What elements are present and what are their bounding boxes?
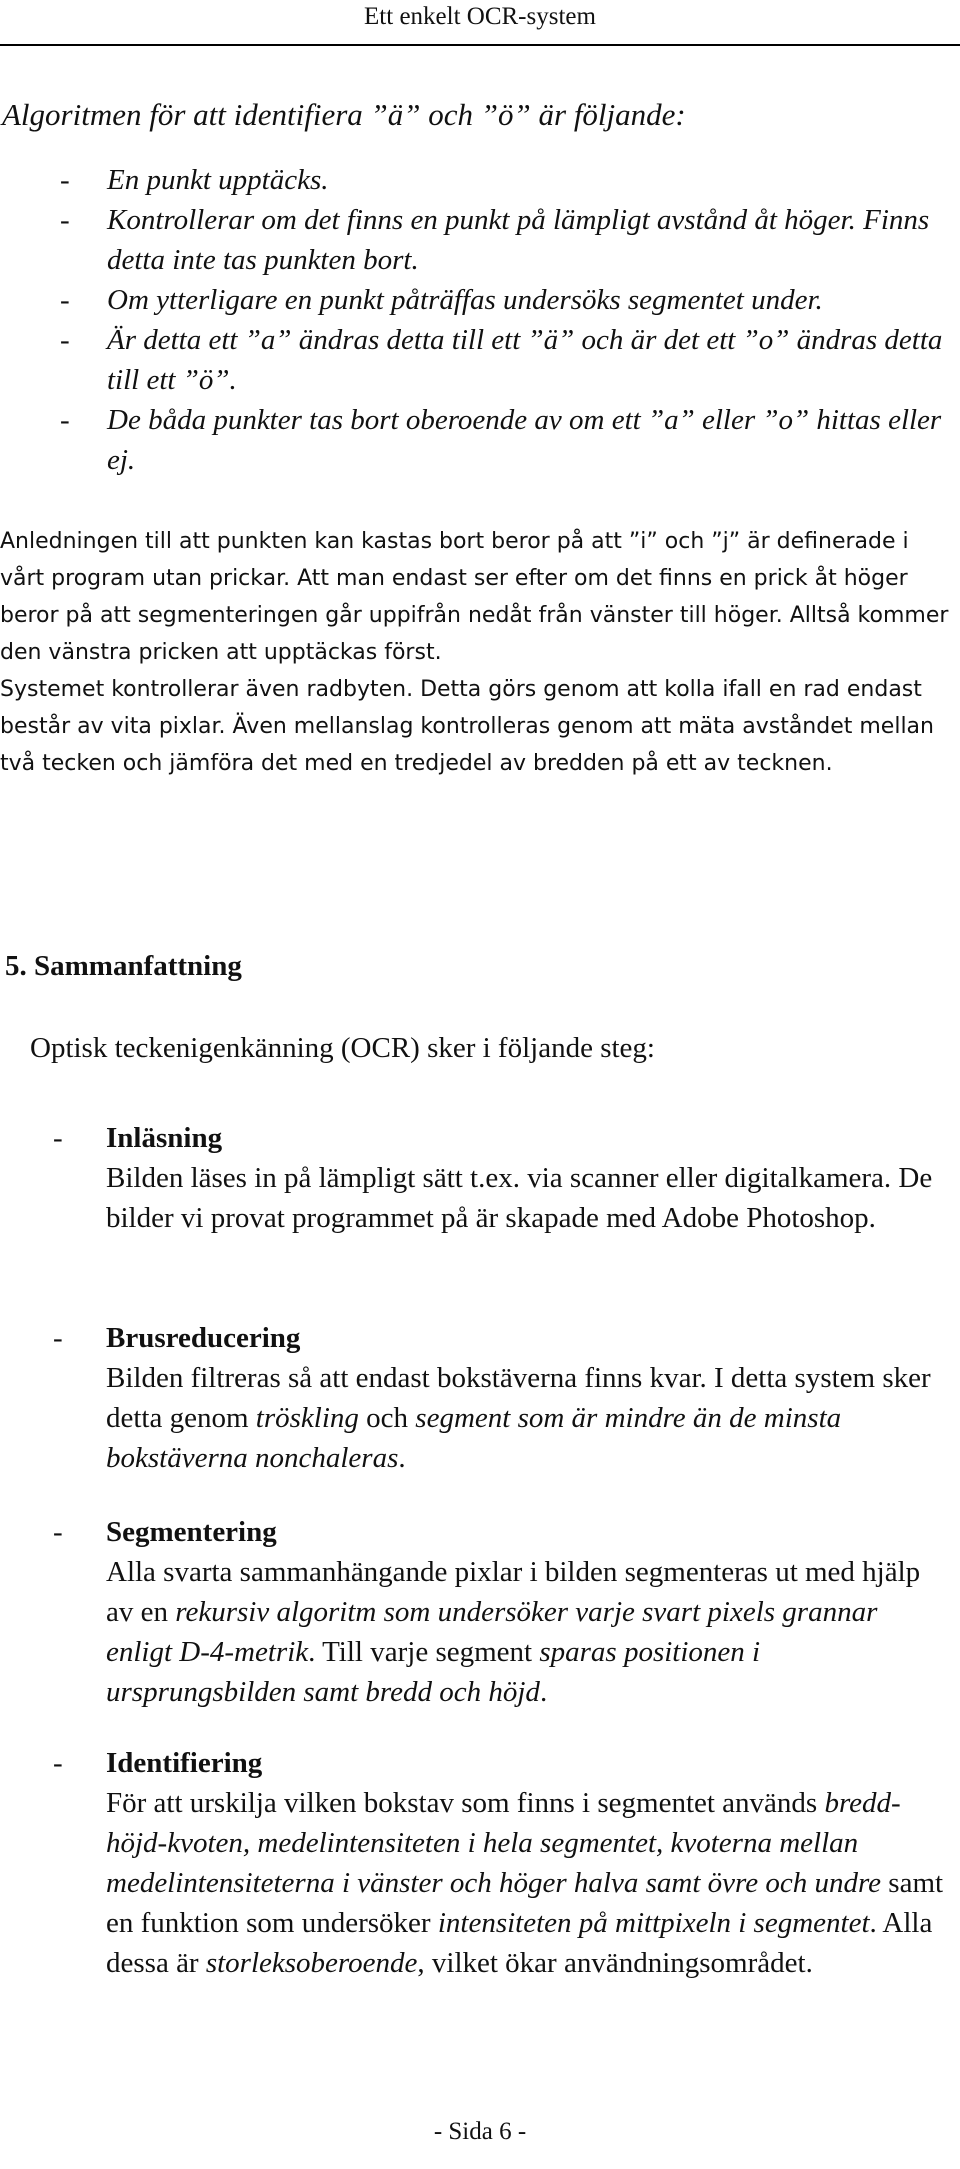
- bullet-dash: -: [53, 1122, 63, 1154]
- algorithm-steps-list: [0, 160, 950, 480]
- summary-step-inlasning: [0, 1118, 950, 1238]
- summary-step-brusreducering: [0, 1318, 950, 1478]
- section-heading: 5. Sammanfattning: [5, 950, 242, 982]
- header-divider: [0, 44, 960, 46]
- explanation-paragraph-2: Systemet kontrollerar även radbyten. Detta görs genom att kolla ifall en rad endast består av vita pixlar. Även mellanslag kontrolleras genom att mäta avståndet mellan två tecken och jämföra det med en tredjedel av bredden på ett av tecknen.: [0, 677, 934, 776]
- step-title: Inläsning: [106, 1122, 223, 1154]
- step-text: Bilden filtreras så att endast bokstäverna finns kvar. I detta system sker detta genom tröskling och segment som är mindre än de minsta bokstäverna nonchaleras.: [106, 1362, 931, 1474]
- summary-intro: Optisk teckenigenkänning (OCR) sker i följande steg:: [30, 1032, 655, 1064]
- bullet-dash: -: [53, 1516, 63, 1548]
- summary-step-segmentering: [0, 1512, 950, 1712]
- summary-step-identifiering: [0, 1743, 950, 1983]
- step-title: Segmentering: [106, 1516, 277, 1548]
- step-title: Identifiering: [106, 1747, 263, 1779]
- step-text: Alla svarta sammanhängande pixlar i bilden segmenteras ut med hjälp av en rekursiv algoritm som undersöker varje svart pixels grannar enligt D-4-metrik. Till varje segment sparas positionen i ursprungsbilden samt bredd och höjd.: [106, 1556, 921, 1708]
- explanation-paragraph-1: Anledningen till att punkten kan kastas bort beror på att ”i” och ”j” är definerade i vårt program utan prickar. Att man endast ser efter om det finns en prick åt höger beror på att segmenteringen går uppifrån nedåt från vänster till höger. Alltså kommer den vänstra pricken att upptäckas först.: [0, 529, 949, 665]
- step-text: Bilden läses in på lämpligt sätt t.ex. via scanner eller digitalkamera. De bilder vi provat programmet på är skapade med Adobe Photoshop.: [106, 1162, 933, 1234]
- page-header: Ett enkelt OCR-system: [364, 3, 596, 30]
- bullet-dash: -: [53, 1322, 63, 1354]
- list-item: - Är detta ett ”a” ändras detta till ett ”ä” och är det ett ”o” ändras detta till ett ”ö”.: [0, 320, 950, 400]
- algorithm-intro: Algoritmen för att identifiera ”ä” och ”ö” är följande:: [2, 97, 686, 132]
- list-item: - Om ytterligare en punkt påträffas undersöks segmentet under.: [0, 280, 950, 320]
- page-number: - Sida 6 -: [433, 2118, 527, 2145]
- list-item: - En punkt upptäcks.: [0, 160, 950, 200]
- explanation-paragraph: [0, 523, 950, 782]
- list-item: - De båda punkter tas bort oberoende av om ett ”a” eller ”o” hittas eller ej.: [0, 400, 950, 480]
- list-item: - Kontrollerar om det finns en punkt på lämpligt avstånd åt höger. Finns detta inte tas punkten bort.: [0, 200, 950, 280]
- step-title: Brusreducering: [106, 1322, 301, 1354]
- step-text: För att urskilja vilken bokstav som finns i segmentet används bredd-höjd-kvoten, medelintensiteten i hela segmentet, kvoterna mellan medelintensiteterna i vänster och höger halva samt övre och undre samt en funktion som undersöker intensiteten på mittpixeln i segmentet. Alla dessa är storleksoberoende, vilket ökar användningsområdet.: [106, 1787, 944, 1979]
- bullet-dash: -: [53, 1747, 63, 1779]
